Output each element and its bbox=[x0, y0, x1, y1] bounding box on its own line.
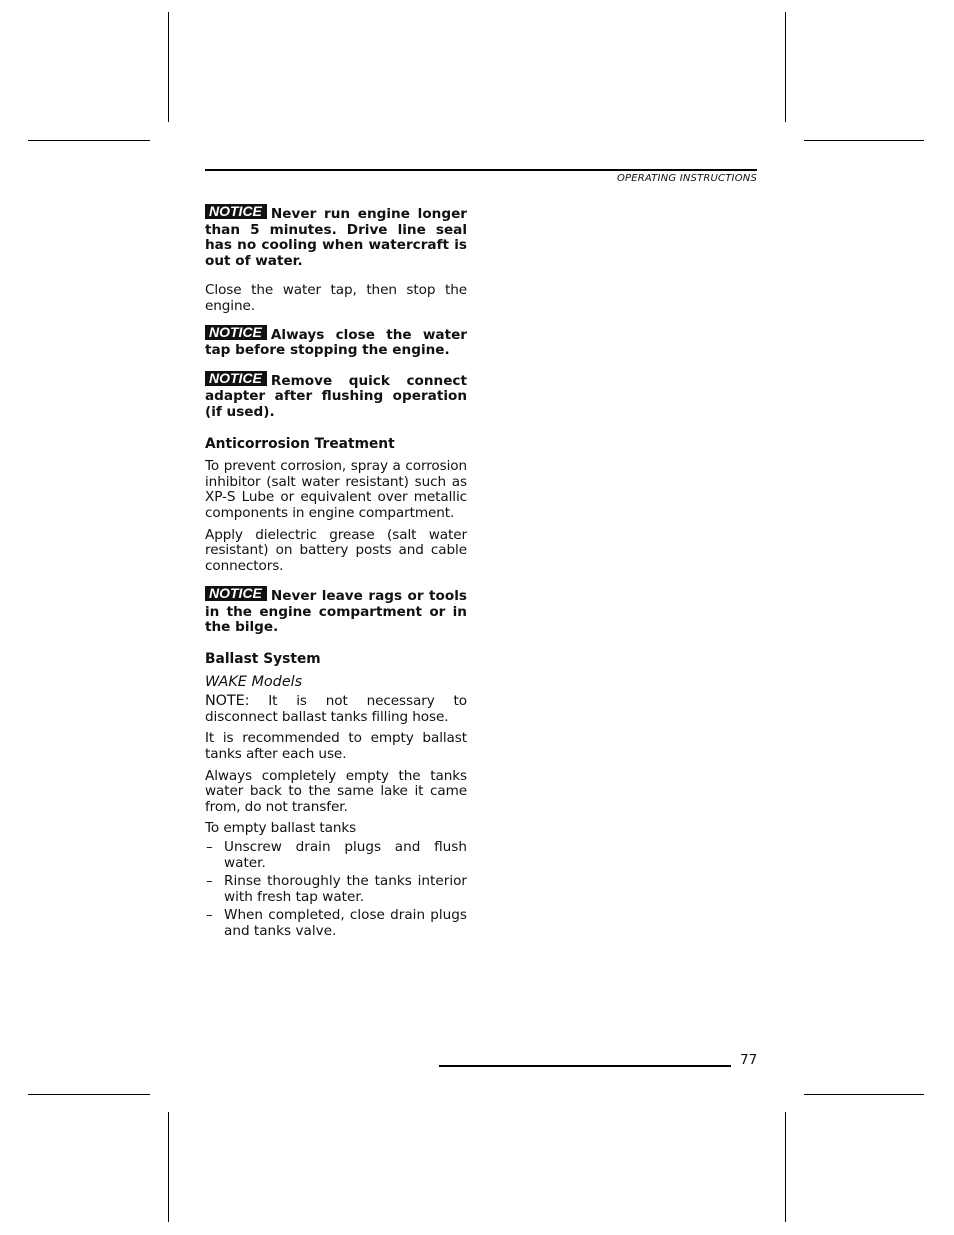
notice-paragraph bbox=[205, 586, 467, 636]
section-heading: Anticorrosion Treatment bbox=[205, 435, 395, 452]
body-paragraph: Always completely empty the tanks water back to the same lake it came from, do not transfer. bbox=[205, 767, 467, 815]
note-text: It is not necessary to disconnect ballast tanks filling hose. bbox=[205, 693, 467, 725]
crop-mark bbox=[804, 1094, 924, 1095]
page-number: 77 bbox=[740, 1052, 758, 1068]
notice-paragraph bbox=[205, 325, 467, 359]
crop-mark bbox=[804, 140, 924, 141]
crop-mark bbox=[168, 12, 169, 122]
crop-mark bbox=[785, 1112, 786, 1222]
dash-bullet: – bbox=[206, 907, 213, 924]
body-paragraph: Close the water tap, then stop the engine. bbox=[205, 282, 467, 314]
list-item bbox=[205, 908, 467, 939]
section-heading: Ballast System bbox=[205, 651, 321, 668]
steps-list bbox=[205, 840, 467, 940]
body-paragraph: It is recommended to empty ballast tanks after each use. bbox=[205, 730, 467, 763]
list-item bbox=[205, 874, 467, 905]
list-item bbox=[205, 840, 467, 871]
notice-paragraph bbox=[205, 371, 467, 421]
section-title: OPERATING INSTRUCTIONS bbox=[616, 173, 757, 184]
note-paragraph bbox=[205, 694, 467, 725]
list-item-text: When completed, close drain plugs and tanks valve. bbox=[224, 907, 467, 939]
body-paragraph: To empty ballast tanks bbox=[205, 820, 357, 837]
dash-bullet: – bbox=[206, 873, 213, 890]
dash-bullet: – bbox=[206, 839, 213, 855]
notice-text: Never leave rags or tools in the engine compartment or in the bilge. bbox=[205, 588, 467, 636]
crop-mark bbox=[28, 1094, 150, 1095]
list-item-text: Unscrew drain plugs and flush water. bbox=[224, 839, 467, 871]
footer-rule bbox=[439, 1065, 731, 1067]
crop-mark bbox=[28, 140, 150, 141]
notice-label: NOTICE bbox=[205, 204, 267, 219]
note-label: NOTE: bbox=[205, 693, 250, 710]
list-item-text: Rinse thoroughly the tanks interior with fresh tap water. bbox=[224, 873, 467, 905]
notice-text: Remove quick connect adapter after flushing operation (if used). bbox=[205, 372, 467, 420]
subsection-heading: WAKE Models bbox=[205, 673, 303, 690]
body-paragraph: To prevent corrosion, spray a corrosion inhibitor (salt water resistant) such as XP-S Lube or equivalent over metallic components in engine compartment. bbox=[205, 458, 467, 521]
main-column bbox=[205, 204, 467, 943]
notice-text: Never run engine longer than 5 minutes. Drive line seal has no cooling when watercraft is out of water. bbox=[205, 206, 467, 269]
header-rule bbox=[205, 169, 757, 171]
notice-text: Always close the water tap before stopping the engine. bbox=[205, 326, 467, 359]
notice-label: NOTICE bbox=[205, 586, 267, 601]
notice-label: NOTICE bbox=[205, 325, 267, 340]
body-paragraph: Apply dielectric grease (salt water resistant) on battery posts and cable connectors. bbox=[205, 526, 467, 574]
notice-label: NOTICE bbox=[205, 371, 267, 386]
notice-paragraph bbox=[205, 204, 467, 269]
crop-mark bbox=[785, 12, 786, 122]
crop-mark bbox=[168, 1112, 169, 1222]
